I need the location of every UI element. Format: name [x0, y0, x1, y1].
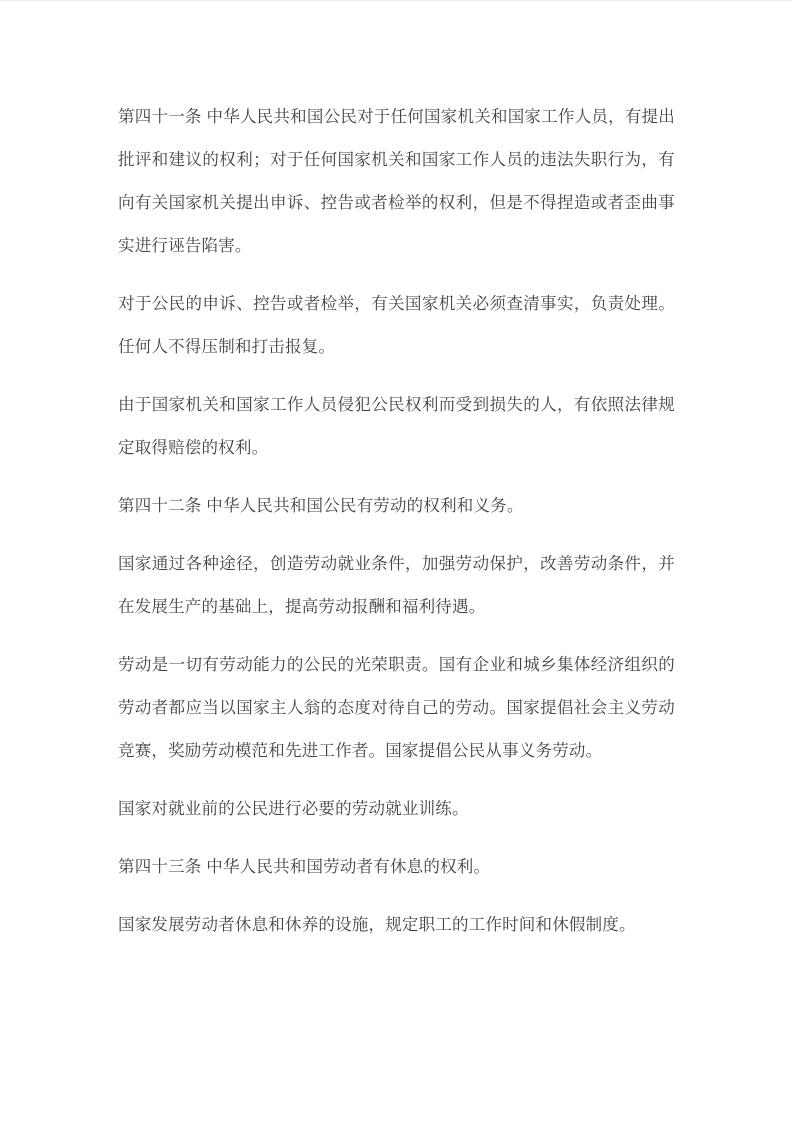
paragraph-article-42-clause-1: 第四十二条 中华人民共和国公民有劳动的权利和义务。 — [118, 497, 524, 515]
paragraph-article-42-clause-3: 劳动是一切有劳动能力的公民的光荣职责。国有企业和城乡集体经济组织的劳动者都应当以国家主人翁的态度对待自己的劳动。国家提倡社会主义劳动竞赛，奖励劳动模范和先进工作者。国家提倡公民从事义务劳动。 — [118, 656, 675, 760]
page-top-edge-divider — [0, 0, 793, 1]
paragraph-article-42-clause-4: 国家对就业前的公民进行必要的劳动就业训练。 — [118, 800, 469, 818]
paragraph-article-43-clause-1: 第四十三条 中华人民共和国劳动者有休息的权利。 — [118, 858, 491, 876]
paragraph-article-41-clause-3: 由于国家机关和国家工作人员侵犯公民权利而受到损失的人，有依照法律规定取得赔偿的权利。 — [118, 396, 675, 457]
paragraph-article-41-clause-1: 第四十一条 中华人民共和国公民对于任何国家机关和国家工作人员，有提出批评和建议的权利；对于任何国家机关和国家工作人员的违法失职行为，有向有关国家机关提出申诉、控告或者检举的权利，但是不得捏造或者歪曲事实进行诬告陷害。 — [118, 108, 675, 255]
paragraph-article-43-clause-2: 国家发展劳动者休息和休养的设施，规定职工的工作时间和休假制度。 — [118, 916, 636, 934]
paragraph-article-41-clause-2: 对于公民的申诉、控告或者检举，有关国家机关必须查清事实，负责处理。任何人不得压制和打击报复。 — [118, 295, 675, 356]
paragraph-article-42-clause-2: 国家通过各种途径，创造劳动就业条件，加强劳动保护，改善劳动条件，并在发展生产的基础上，提高劳动报酬和福利待遇。 — [118, 555, 675, 616]
